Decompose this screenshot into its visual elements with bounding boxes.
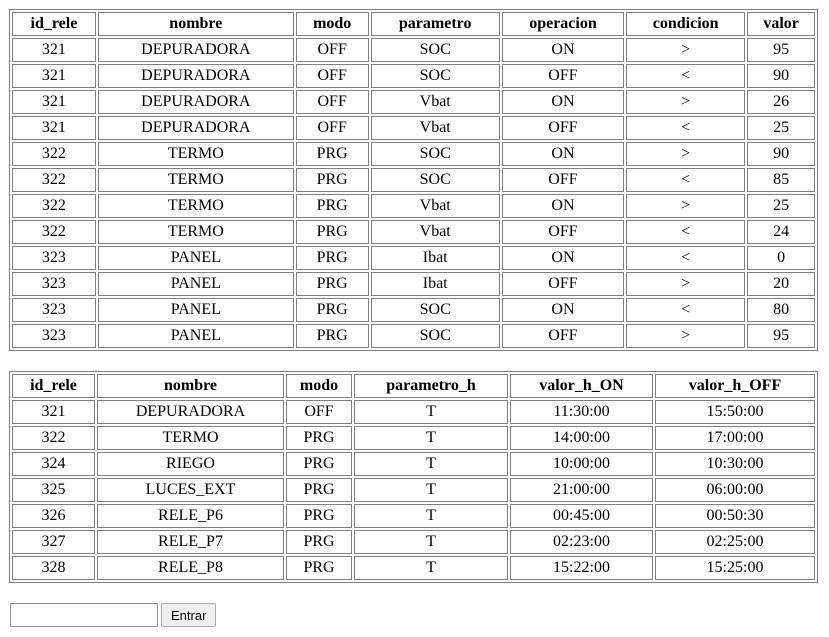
cell-id-rele: 322	[12, 220, 96, 244]
cell-modo: PRG	[296, 168, 369, 192]
cell-modo: OFF	[296, 90, 369, 114]
header-nombre: nombre	[97, 374, 284, 398]
schedule-table-body	[12, 400, 815, 580]
cell-nombre: TERMO	[98, 194, 294, 218]
header-modo: modo	[286, 374, 352, 398]
cell-condicion: >	[626, 38, 745, 62]
cell-operacion: ON	[502, 90, 624, 114]
cell-id-rele: 328	[12, 556, 95, 580]
cell-condicion: >	[626, 324, 745, 348]
cell-parametro: Vbat	[371, 90, 500, 114]
cell-parametro-h: T	[354, 426, 508, 450]
cell-parametro-h: T	[354, 452, 508, 476]
cell-parametro: Vbat	[371, 116, 500, 140]
cell-valor-h-off: 02:25:00	[655, 530, 815, 554]
cell-nombre: RIEGO	[97, 452, 284, 476]
cell-operacion: ON	[502, 298, 624, 322]
cell-nombre: DEPURADORA	[98, 64, 294, 88]
cell-id-rele: 323	[12, 298, 96, 322]
cell-parametro: SOC	[371, 168, 500, 192]
cell-id-rele: 322	[12, 168, 96, 192]
table-row	[12, 90, 815, 114]
cell-modo: PRG	[296, 246, 369, 270]
cell-parametro-h: T	[354, 556, 508, 580]
cell-modo: PRG	[296, 298, 369, 322]
cell-operacion: OFF	[502, 324, 624, 348]
cell-id-rele: 321	[12, 116, 96, 140]
cell-valor: 25	[747, 194, 815, 218]
cell-id-rele: 323	[12, 272, 96, 296]
cell-nombre: DEPURADORA	[97, 400, 284, 424]
cell-valor-h-on: 14:00:00	[510, 426, 653, 450]
cell-parametro-h: T	[354, 530, 508, 554]
table-row	[12, 478, 815, 502]
cell-parametro: Ibat	[371, 246, 500, 270]
cell-parametro: SOC	[371, 64, 500, 88]
cell-nombre: TERMO	[98, 220, 294, 244]
table-row	[12, 324, 815, 348]
table-row	[12, 400, 815, 424]
table-row	[12, 272, 815, 296]
cell-id-rele: 326	[12, 504, 95, 528]
table-row	[12, 168, 815, 192]
command-input[interactable]	[10, 603, 158, 627]
table-row	[12, 504, 815, 528]
cell-parametro: Vbat	[371, 194, 500, 218]
cell-operacion: OFF	[502, 116, 624, 140]
cell-modo: PRG	[296, 194, 369, 218]
cell-modo: OFF	[296, 116, 369, 140]
cell-valor: 24	[747, 220, 815, 244]
cell-parametro-h: T	[354, 478, 508, 502]
cell-modo: PRG	[286, 452, 352, 476]
cell-id-rele: 322	[12, 142, 96, 166]
cell-operacion: OFF	[502, 272, 624, 296]
cell-id-rele: 321	[12, 38, 96, 62]
cell-valor: 85	[747, 168, 815, 192]
cell-valor-h-off: 15:25:00	[655, 556, 815, 580]
cell-valor: 90	[747, 64, 815, 88]
cell-nombre: DEPURADORA	[98, 90, 294, 114]
table-row	[12, 142, 815, 166]
header-id-rele: id_rele	[12, 12, 96, 36]
cell-parametro: Ibat	[371, 272, 500, 296]
header-modo: modo	[296, 12, 369, 36]
cell-valor: 0	[747, 246, 815, 270]
schedule-table	[9, 371, 818, 583]
cell-modo: PRG	[296, 324, 369, 348]
cell-valor-h-off: 17:00:00	[655, 426, 815, 450]
table-row	[12, 194, 815, 218]
cell-nombre: PANEL	[98, 324, 294, 348]
cell-valor-h-off: 00:50:30	[655, 504, 815, 528]
cell-nombre: RELE_P8	[97, 556, 284, 580]
cell-id-rele: 322	[12, 194, 96, 218]
cell-condicion: <	[626, 64, 745, 88]
cell-parametro: SOC	[371, 324, 500, 348]
cell-condicion: <	[626, 220, 745, 244]
cell-valor-h-off: 15:50:00	[655, 400, 815, 424]
cell-modo: PRG	[296, 220, 369, 244]
header-nombre: nombre	[98, 12, 294, 36]
cell-operacion: OFF	[502, 168, 624, 192]
cell-modo: PRG	[286, 556, 352, 580]
cell-modo: PRG	[286, 478, 352, 502]
cell-modo: PRG	[296, 142, 369, 166]
cell-condicion: <	[626, 246, 745, 270]
header-valor: valor	[747, 12, 815, 36]
cell-parametro: SOC	[371, 298, 500, 322]
cell-valor: 90	[747, 142, 815, 166]
cell-valor-h-on: 10:00:00	[510, 452, 653, 476]
cell-id-rele: 324	[12, 452, 95, 476]
cell-id-rele: 321	[12, 400, 95, 424]
cell-nombre: TERMO	[98, 142, 294, 166]
cell-valor: 95	[747, 38, 815, 62]
enter-button[interactable]: Entrar	[161, 603, 216, 627]
cell-operacion: OFF	[502, 220, 624, 244]
cell-nombre: PANEL	[98, 272, 294, 296]
cell-nombre: DEPURADORA	[98, 38, 294, 62]
cell-parametro-h: T	[354, 504, 508, 528]
table-row	[12, 246, 815, 270]
cell-id-rele: 323	[12, 324, 96, 348]
table-row	[12, 530, 815, 554]
header-parametro-h: parametro_h	[354, 374, 508, 398]
cell-valor: 20	[747, 272, 815, 296]
table-row	[12, 38, 815, 62]
cell-operacion: ON	[502, 38, 624, 62]
header-operacion: operacion	[502, 12, 624, 36]
schedule-header-row	[12, 374, 815, 398]
table-row	[12, 556, 815, 580]
cell-condicion: >	[626, 90, 745, 114]
header-condicion: condicion	[626, 12, 745, 36]
cell-operacion: ON	[502, 194, 624, 218]
cell-nombre: RELE_P7	[97, 530, 284, 554]
cell-modo: OFF	[296, 64, 369, 88]
cell-modo: PRG	[286, 426, 352, 450]
cell-parametro: SOC	[371, 142, 500, 166]
cell-modo: OFF	[286, 400, 352, 424]
cell-operacion: ON	[502, 246, 624, 270]
cell-nombre: TERMO	[97, 426, 284, 450]
cell-valor-h-on: 11:30:00	[510, 400, 653, 424]
cell-valor-h-on: 02:23:00	[510, 530, 653, 554]
cell-modo: PRG	[286, 504, 352, 528]
rules-table	[9, 9, 818, 351]
cell-id-rele: 322	[12, 426, 95, 450]
cell-valor: 25	[747, 116, 815, 140]
cell-valor-h-on: 15:22:00	[510, 556, 653, 580]
cell-id-rele: 321	[12, 90, 96, 114]
cell-valor-h-on: 00:45:00	[510, 504, 653, 528]
table-row	[12, 426, 815, 450]
cell-id-rele: 321	[12, 64, 96, 88]
cell-id-rele: 327	[12, 530, 95, 554]
cell-modo: OFF	[296, 38, 369, 62]
header-id-rele: id_rele	[12, 374, 95, 398]
cell-modo: PRG	[296, 272, 369, 296]
cell-valor-h-off: 06:00:00	[655, 478, 815, 502]
cell-operacion: ON	[502, 142, 624, 166]
header-parametro: parametro	[371, 12, 500, 36]
cell-valor: 95	[747, 324, 815, 348]
cell-modo: PRG	[286, 530, 352, 554]
cell-condicion: <	[626, 116, 745, 140]
cell-nombre: TERMO	[98, 168, 294, 192]
cell-nombre: RELE_P6	[97, 504, 284, 528]
table-row	[12, 64, 815, 88]
cell-parametro: Vbat	[371, 220, 500, 244]
cell-nombre: PANEL	[98, 298, 294, 322]
header-valor-h-off: valor_h_OFF	[655, 374, 815, 398]
cell-parametro: SOC	[371, 38, 500, 62]
cell-condicion: >	[626, 194, 745, 218]
table-row	[12, 220, 815, 244]
cell-id-rele: 323	[12, 246, 96, 270]
cell-parametro-h: T	[354, 400, 508, 424]
table-row	[12, 452, 815, 476]
cell-valor: 26	[747, 90, 815, 114]
table-row	[12, 298, 815, 322]
cell-nombre: LUCES_EXT	[97, 478, 284, 502]
header-valor-h-on: valor_h_ON	[510, 374, 653, 398]
cell-condicion: >	[626, 142, 745, 166]
cell-operacion: OFF	[502, 64, 624, 88]
cell-valor-h-off: 10:30:00	[655, 452, 815, 476]
cell-nombre: DEPURADORA	[98, 116, 294, 140]
rules-table-body	[12, 38, 815, 348]
cell-valor: 80	[747, 298, 815, 322]
cell-condicion: <	[626, 298, 745, 322]
rules-header-row	[12, 12, 815, 36]
cell-valor-h-on: 21:00:00	[510, 478, 653, 502]
cell-condicion: <	[626, 168, 745, 192]
cell-nombre: PANEL	[98, 246, 294, 270]
cell-condicion: >	[626, 272, 745, 296]
table-row	[12, 116, 815, 140]
cell-id-rele: 325	[12, 478, 95, 502]
